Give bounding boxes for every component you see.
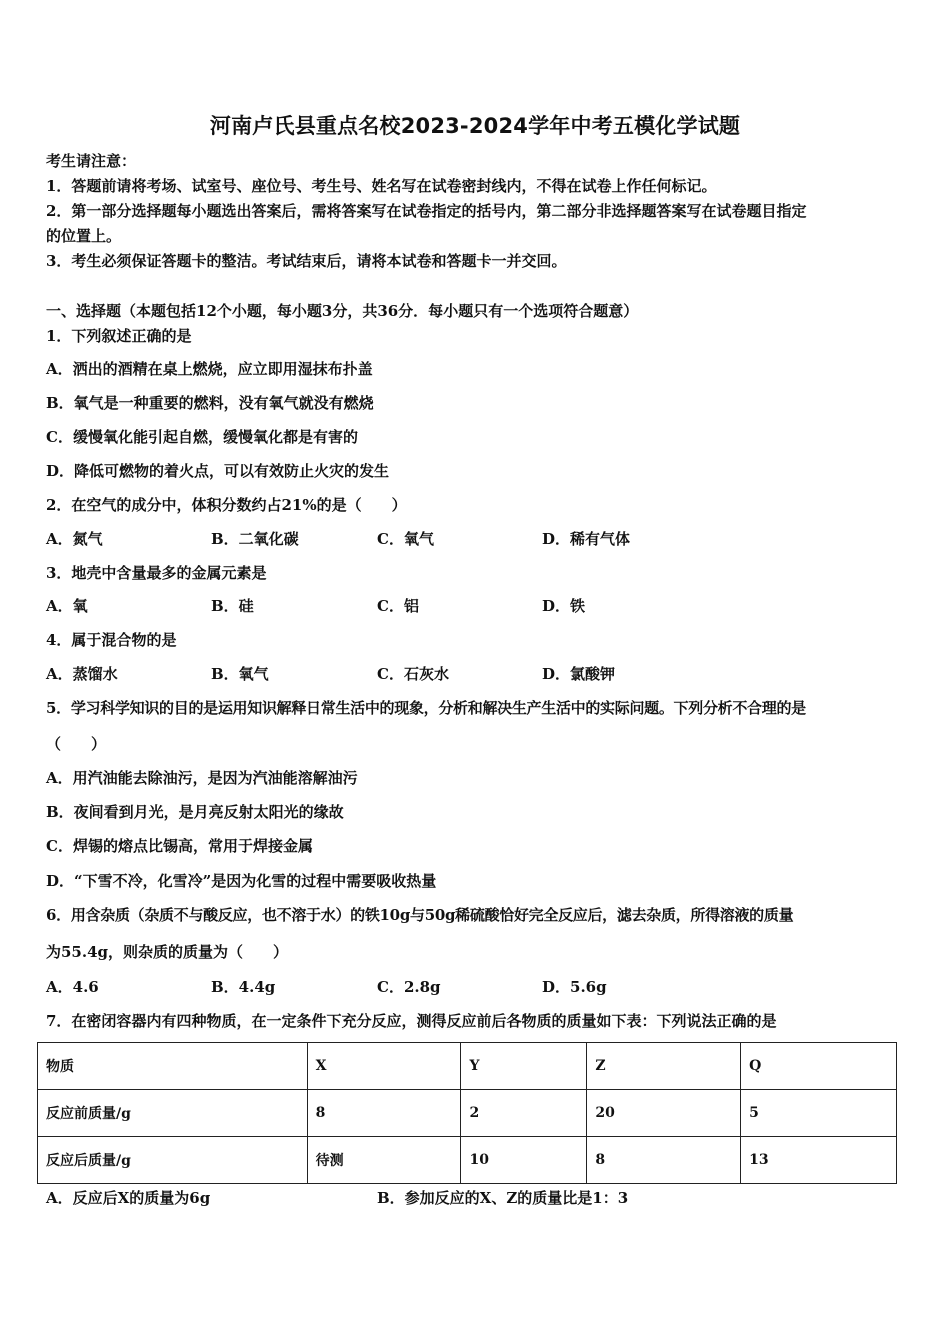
table-cell: 5 (741, 1090, 897, 1137)
option: D．铁 (542, 597, 586, 615)
table-cell: 13 (741, 1137, 897, 1184)
notice-heading: 考生请注意： (46, 152, 137, 170)
option: B．4.4g (211, 978, 276, 996)
notice-item: 1．答题前请将考场、试室号、座位号、考生号、姓名写在试卷密封线内，不得在试卷上作任何标记。 (46, 177, 717, 195)
table-cell: 物质 (38, 1043, 308, 1090)
table-cell: 反应前质量/g (38, 1090, 308, 1137)
table-cell: Y (461, 1043, 587, 1090)
section-heading: 一、选择题（本题包括12个小题，每小题3分，共36分．每小题只有一个选项符合题意） (46, 302, 639, 320)
option: C．石灰水 (377, 665, 449, 683)
option: C．铝 (377, 597, 419, 615)
table-header-row (38, 1043, 897, 1090)
option-row (46, 664, 906, 684)
question-stem: 7．在密闭容器内有四种物质，在一定条件下充分反应，测得反应前后各物质的质量如下表：下列说法正确的是 (46, 1012, 777, 1030)
option: B．二氧化碳 (211, 530, 299, 548)
question-stem: 2．在空气的成分中，体积分数约占21%的是（ ） (46, 496, 407, 514)
option: D．“下雪不冷，化雪冷”是因为化雪的过程中需要吸收热量 (46, 872, 437, 890)
option-row (46, 1188, 906, 1208)
option: B．夜间看到月光，是月亮反射太阳光的缘故 (46, 803, 344, 821)
option: B．硅 (211, 597, 254, 615)
notice-item: 的位置上。 (46, 227, 122, 245)
table-cell: 待测 (307, 1137, 461, 1184)
option: A．氧 (46, 597, 88, 615)
option: A．蒸馏水 (46, 665, 118, 683)
option: D．氯酸钾 (542, 665, 616, 683)
table-row (38, 1137, 897, 1184)
table-cell: 2 (461, 1090, 587, 1137)
question-stem: 6．用含杂质（杂质不与酸反应，也不溶于水）的铁10g与50g稀硫酸恰好完全反应后，滤去杂质，所得溶液的质量 (46, 906, 794, 924)
question-stem: 4．属于混合物的是 (46, 631, 177, 649)
option: C．缓慢氧化能引起自燃，缓慢氧化都是有害的 (46, 428, 358, 446)
option: A．用汽油能去除油污，是因为汽油能溶解油污 (46, 769, 358, 787)
option: A．反应后X的质量为6g (46, 1189, 211, 1207)
table-cell: Q (741, 1043, 897, 1090)
question-stem-continued: 为55.4g，则杂质的质量为（ ） (46, 943, 289, 961)
question-stem: 3．地壳中含量最多的金属元素是 (46, 564, 267, 582)
option: C．氧气 (377, 530, 434, 548)
table-cell: 8 (587, 1137, 741, 1184)
table-cell: 20 (587, 1090, 741, 1137)
option: C．2.8g (377, 978, 441, 996)
option-row (46, 596, 906, 616)
option: B．氧气 (211, 665, 269, 683)
option-row (46, 977, 906, 997)
table-cell: 8 (307, 1090, 461, 1137)
table-row (38, 1090, 897, 1137)
table-cell: Z (587, 1043, 741, 1090)
option: D．稀有气体 (542, 530, 631, 548)
question-stem: 1．下列叙述正确的是 (46, 327, 192, 345)
option: A．氮气 (46, 530, 103, 548)
option-row (46, 529, 906, 549)
notice-item: 3．考生必须保证答题卡的整洁。考试结束后，请将本试卷和答题卡一并交回。 (46, 252, 567, 270)
option: D．降低可燃物的着火点，可以有效防止火灾的发生 (46, 462, 390, 480)
page-title: 河南卢氏县重点名校2023-2024学年中考五模化学试题 (209, 114, 741, 138)
option: D．5.6g (542, 978, 607, 996)
table-cell: 10 (461, 1137, 587, 1184)
question-stem: 5．学习科学知识的目的是运用知识解释日常生活中的现象，分析和解决生产生活中的实际问题。下列分析不合理的是 (46, 699, 806, 717)
option: A．洒出的酒精在桌上燃烧，应立即用湿抹布扑盖 (46, 360, 373, 378)
option: A．4.6 (46, 978, 99, 996)
notice-item: 2．第一部分选择题每小题选出答案后，需将答案写在试卷指定的括号内，第二部分非选择题答案写在试卷题目指定 (46, 202, 807, 220)
option: C．焊锡的熔点比锡高，常用于焊接金属 (46, 837, 313, 855)
question-stem-continued: （ ） (46, 735, 107, 753)
mass-table (37, 1042, 897, 1184)
option: B．参加反应的X、Z的质量比是1：3 (377, 1189, 629, 1207)
table-cell: 反应后质量/g (38, 1137, 308, 1184)
option: B．氧气是一种重要的燃料，没有氧气就没有燃烧 (46, 394, 374, 412)
table-cell: X (307, 1043, 461, 1090)
